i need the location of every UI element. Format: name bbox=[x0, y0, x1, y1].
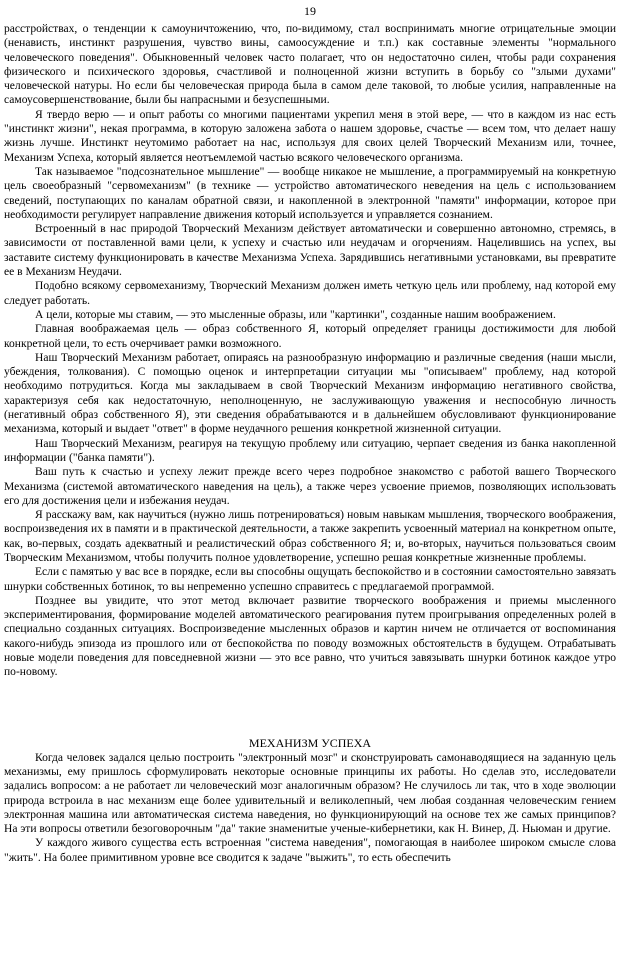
paragraph-4: Встроенный в нас природой Творческий Механизм действует автоматически и совершенно автономно, стремясь, в зависимости от поставленной вами цели, к успеху и счастью или неудачам и огорчениям. Нацелившись на успех, вы заставите систему функционировать в качестве Механизма Успеха. Зарядившись негативными установками, вы превратите ее в Механизм Неудачи. bbox=[4, 223, 616, 279]
paragraph-11: Я расскажу вам, как научиться (нужно лишь потренироваться) новым навыкам мышления, творческого воображения, воспроизведения их в памяти и в практической деятельности, а также закрепить усвоенный материал на конкретном опыте, как, во-первых, создать адекватный и реалистический образ собственного Я; и, во-вторых, научиться пользоваться своим Творческим Механизмом, чтобы получить полное удовлетворение, успешно решая конкретные жизненные проблемы. bbox=[4, 509, 616, 564]
paragraph-3: Так называемое "подсознательное мышление" — вообще никакое не мышление, а программируемый на конкретную цель своеобразный "сервомеханизм" (в технике — устройство автоматического неведения на цель с использованием сведений, поступающих по каналам обратной связи, и накопленной в электронной "памяти" информации, которое при необходимости регулирует направление движения который используется и управляется сознанием. bbox=[4, 165, 616, 221]
section-paragraph-1: Когда человек задался целью построить "электронный мозг" и сконструировать самонаводящиеся на заданную цель механизмы, ему пришлось сформулировать некоторые основные принципы их работы. Но сделав это, исследователи задались вопросом: а не работает ли человеческий мозг аналогичным образом? Не случилось ли так, что в ходе эволюции природа встроила в нас механизм еще более удивительный и великолепный, чем любая созданная человеческим гением электронная машина или автоматическая система наведения, но функционирующий на основе тех же самых принципов? На эти вопросы ответили безоговорочным "да" такие знаменитые ученые-кибернетики, как Н. Винер, Д. Ньюман и другие. bbox=[4, 751, 616, 836]
paragraph-10: Ваш путь к счастью и успеху лежит прежде всего через подробное знакомство с работой вашего Творческого Механизма (системой автоматического наведения на цель), а также через усвоение приемов, позволяющих использовать его для достижения цели и избежания неудач. bbox=[4, 466, 616, 507]
paragraph-6: А цели, которые мы ставим, — это мысленные образы, или "картинки", созданные нашим воображением. bbox=[35, 308, 556, 321]
section-title: МЕХАНИЗМ УСПЕХА bbox=[248, 735, 372, 750]
paragraph-7: Главная воображаемая цель — образ собственного Я, который определяет границы достижимости для любой конкретной цели, то есть очерчивает рамки возможного. bbox=[4, 323, 616, 350]
paragraph-1: расстройствах, о тенденции к самоуничтожению, что, по-видимому, стал воспринимать многие отрицательные эмоции (ненависть, инстинкт разрушения, чувство вины, самоосуждение и т.п.) как составные элементы "нормального человеческого поведения". Обыкновенный человек часто полагает, что он недостаточно силен, чтобы ради сохранения физического и психического здоровья, счастливой и полноценной жизни вступить в борьбу со "злыми духами" человеческой натуры. Но если бы человеческая природа была в самом деле таковой, то любые усилия, направленные на самоусовершенствование, были бы напрасными и безуспешными. bbox=[4, 23, 616, 107]
page-number: 19 bbox=[304, 4, 316, 18]
paragraph-8: Наш Творческий Механизм работает, опираясь на разнообразную информацию и различные сведения (наши мысли, убеждения, толкования). С помощью оценок и интерпретации ситуации мы "описываем" проблему, над которой необходимо потрудиться. Когда мы закладываем в свой Творческий Механизм информацию негативного свойства, характеризуя себя как недостаточную, неполноценную, не заслуживающую уважения и неспособную личность (негативный образ собственного Я), эти сведения обрабатываются и в дальнейшем обусловливают функционирование механизма, который и выдает "ответ" в форме неудачного решения конкретной жизненной ситуации. bbox=[4, 351, 616, 436]
paragraph-13: Позднее вы увидите, что этот метод включает развитие творческого воображения и приемы мысленного экспериментирования, формирование моделей автоматического реагирования путем проигрывания определенных ролей в специально созданных ситуациях. Воспроизведение мысленных образов и картин ничем не отличается от воспоминания какого-нибудь эпизода из прошлого или от беспокойства по поводу возможных обстоятельств в будущем. Отрабатывать новые модели поведения для повседневной жизни — это все равно, что учиться завязывать шнурки ботинок каждое утро по-новому. bbox=[4, 594, 616, 679]
paragraph-5: Подобно всякому сервомеханизму, Творческий Механизм должен иметь четкую цель или проблему, над которой ему следует работать. bbox=[4, 280, 616, 307]
paragraph-2: Я твердо верю — и опыт работы со многими пациентами укрепил меня в этой вере, — что в каждом из нас есть "инстинкт жизни", некая программа, в которую заложена забота о нашем здоровье, счастье — всем том, что делает нашу жизнь лучше. Инстинкт неутомимо работает на нас, используя для своих целей Творческий Механизм или, точнее, Механизм Успеха, который является неотъемлемой частью всякого человеческого организма. bbox=[4, 108, 616, 164]
paragraph-12: Если с памятью у вас все в порядке, если вы способны ощущать беспокойство и в состоянии самостоятельно завязать шнурки собственных ботинок, то вы непременно успешно справитесь с предлагаемой программой. bbox=[4, 566, 616, 593]
paragraph-9: Наш Творческий Механизм, реагируя на текущую проблему или ситуацию, черпает сведения из банка накопленной информации ("банка памяти"). bbox=[4, 437, 616, 464]
section-paragraph-2: У каждого живого существа есть встроенная "система наведения", помогающая в наиболее широком смысле слова "жить". На более примитивном уровне все сводится к задаче "выжить", то есть обеспечить bbox=[4, 837, 616, 864]
